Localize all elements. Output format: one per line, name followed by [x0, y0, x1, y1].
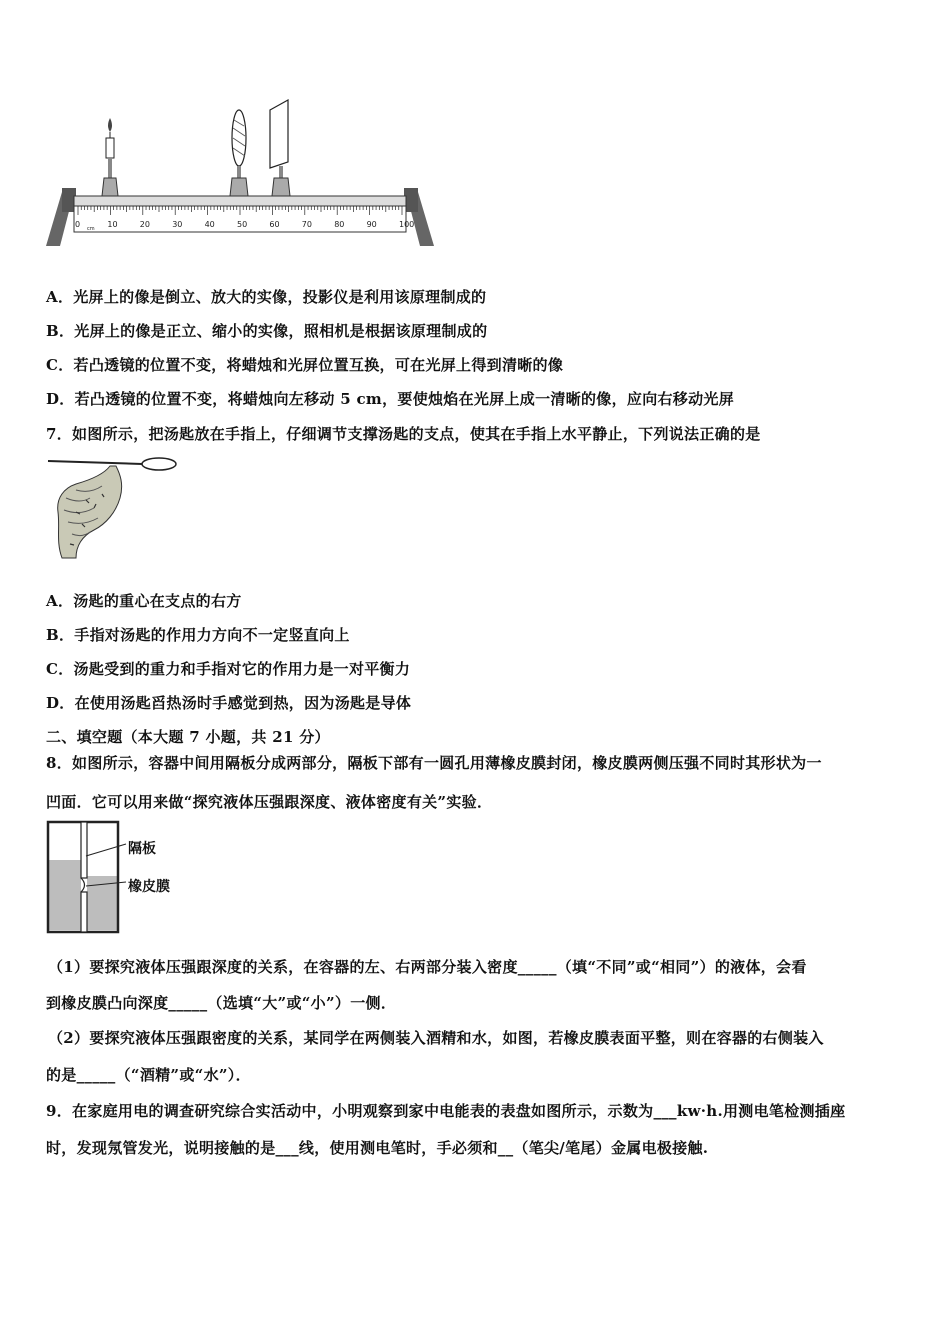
q6-option-c: C．若凸透镜的位置不变，将蜡烛和光屏位置互换，可在光屏上得到清晰的像	[46, 356, 564, 374]
ruler-tick-label: 90	[366, 220, 377, 229]
q8-stem-line2: 凹面．它可以用来做“探究液体压强跟深度、液体密度有关”实验．	[46, 793, 493, 811]
q6-option-a: A．光屏上的像是倒立、放大的实像，投影仪是利用该原理制成的	[46, 288, 487, 306]
q9-line1: 9．在家庭用电的调查研究综合实活动中，小明观察到家中电能表的表盘如图所示，示数为___kw·h.用测电笔检测插座	[46, 1102, 846, 1120]
label-membrane: 橡皮膜	[128, 879, 170, 895]
candle	[102, 118, 118, 196]
q7-option-a: A．汤匙的重心在支点的右方	[46, 592, 242, 610]
q9-line2: 时，发现氖管发光，说明接触的是___线，使用测电笔时，手必须和__（笔尖/笔尾）金属电极接触.	[46, 1139, 709, 1157]
q6-option-b: B．光屏上的像是正立、缩小的实像，照相机是根据该原理制成的	[46, 322, 488, 340]
ruler-tick-label: 30	[172, 220, 183, 229]
q8-sub2-line2: 的是_____（“酒精”或“水”）．	[46, 1066, 251, 1084]
ruler-tick-label: 100	[399, 220, 415, 229]
q8-sub1-line1: （1）要探究液体压强跟深度的关系，在容器的左、右两部分装入密度_____（填“不同”或“相同”）的液体，会看	[48, 958, 807, 976]
ruler-tick-label: 70	[301, 220, 312, 229]
membrane	[81, 878, 85, 892]
convex-lens	[230, 110, 248, 196]
q7-option-c: C．汤匙受到的重力和手指对它的作用力是一对平衡力	[46, 660, 411, 678]
q7-stem: 7．如图所示，把汤匙放在手指上，仔细调节支撑汤匙的支点，使其在手指上水平静止，下列说法正确的是	[46, 425, 761, 443]
ruler-tick-label: 20	[139, 220, 150, 229]
divider	[81, 822, 87, 878]
q7-option-b: B．手指对汤匙的作用力方向不一定竖直向上	[46, 626, 350, 644]
section-heading: 二、填空题（本大题 7 小题，共 21 分）	[46, 728, 330, 746]
ruler-tick-label: 10	[107, 220, 118, 229]
q8-stem-line1: 8．如图所示，容器中间用隔板分成两部分，隔板下部有一圆孔用薄橡皮膜封闭，橡皮膜两侧压强不同时其形状为一	[46, 754, 822, 772]
light-screen	[270, 100, 290, 196]
ruler-unit: cm	[87, 226, 95, 232]
spoon-handle	[48, 461, 142, 464]
bench-rail	[74, 196, 406, 206]
q8-sub2-line1: （2）要探究液体压强跟密度的关系，某同学在两侧装入酒精和水，如图，若橡皮膜表面平整，则在容器的右侧装入	[48, 1029, 824, 1047]
q6-option-d: D．若凸透镜的位置不变，将蜡烛向左移动 5 cm，要使烛焰在光屏上成一清晰的像，应向右移动光屏	[46, 390, 734, 408]
spoon-bowl	[142, 458, 176, 470]
candle-flame	[108, 118, 112, 132]
container-membrane-figure	[46, 820, 186, 936]
ruler-tick-label: 80	[334, 220, 345, 229]
ruler-tick-label: 60	[269, 220, 280, 229]
ruler-tick-label: 40	[204, 220, 215, 229]
ruler-tick-label: 0	[75, 220, 81, 229]
q8-sub1-line2: 到橡皮膜凸向深度_____（选填“大”或“小”）一侧．	[46, 994, 397, 1012]
optical-bench-figure	[44, 96, 436, 248]
label-divider: 隔板	[128, 841, 156, 857]
q7-option-d: D．在使用汤匙舀热汤时手感觉到热，因为汤匙是导体	[46, 694, 412, 712]
hand	[58, 466, 122, 558]
candle-body	[106, 138, 114, 158]
spoon-on-finger-figure	[46, 454, 180, 564]
ruler-tick-label: 50	[237, 220, 248, 229]
left-liquid	[49, 860, 81, 930]
